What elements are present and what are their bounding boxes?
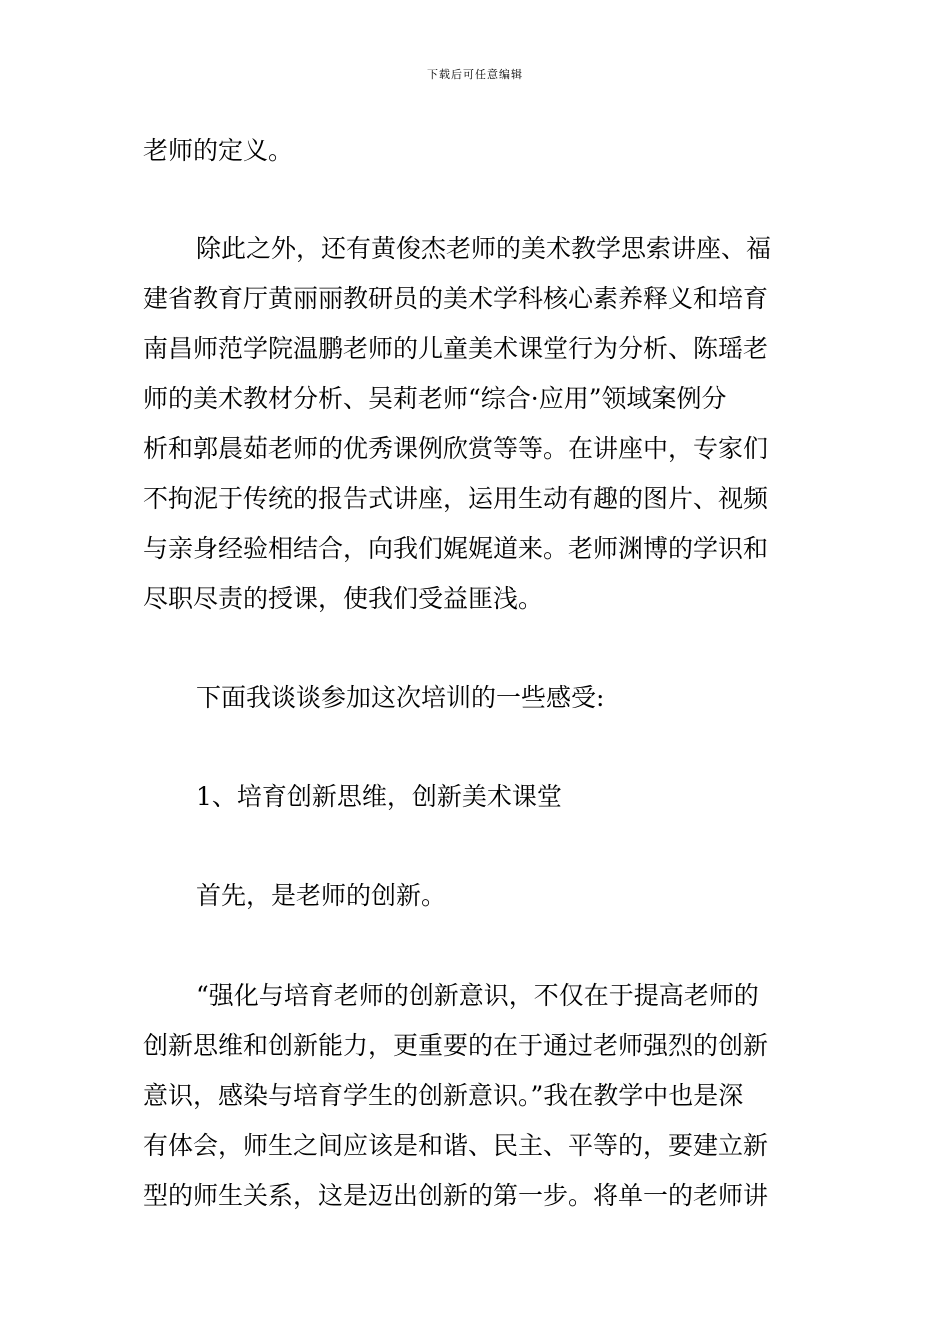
text-line: 老师的定义。 xyxy=(143,136,294,165)
text-line: 尽职尽责的授课，使我们受益匪浅。 xyxy=(143,584,544,613)
section-heading: 1、培育创新思维，创新美术课堂 xyxy=(196,782,562,811)
text-line: 不拘泥于传统的报告式讲座，运用生动有趣的图片、视频 xyxy=(143,484,769,513)
text-line: 型的师生关系，这是迈出创新的第一步。将单一的老师讲 xyxy=(143,1181,769,1210)
text-line: 除此之外，还有黄俊杰老师的美术教学思索讲座、福 xyxy=(196,234,772,263)
text-line: 创新思维和创新能力，更重要的在于通过老师强烈的创新 xyxy=(143,1031,769,1060)
text-line: 建省教育厅黄丽丽教研员的美术学科核心素养释义和培育 xyxy=(143,284,769,313)
text-line: 意识，感染与培育学生的创新意识。”我在教学中也是深 xyxy=(143,1081,744,1110)
text-line: “强化与培育老师的创新意识，不仅在于提高老师的 xyxy=(196,981,759,1010)
text-line: 南昌师范学院温鹏老师的儿童美术课堂行为分析、陈瑶老 xyxy=(143,334,769,363)
page-header-note: 下载后可任意编辑 xyxy=(427,68,523,81)
text-line: 首先，是老师的创新。 xyxy=(196,881,447,910)
text-line: 师的美术教材分析、吴莉老师“综合·应用”领域案例分 xyxy=(143,384,727,413)
text-line: 与亲身经验相结合，向我们娓娓道来。老师渊博的学识和 xyxy=(143,534,769,563)
text-line: 有体会，师生之间应该是和谐、民主、平等的，要建立新 xyxy=(143,1131,769,1160)
text-line: 下面我谈谈参加这次培训的一些感受: xyxy=(196,683,605,712)
text-line: 析和郭晨茹老师的优秀课例欣赏等等。在讲座中，专家们 xyxy=(143,434,769,463)
